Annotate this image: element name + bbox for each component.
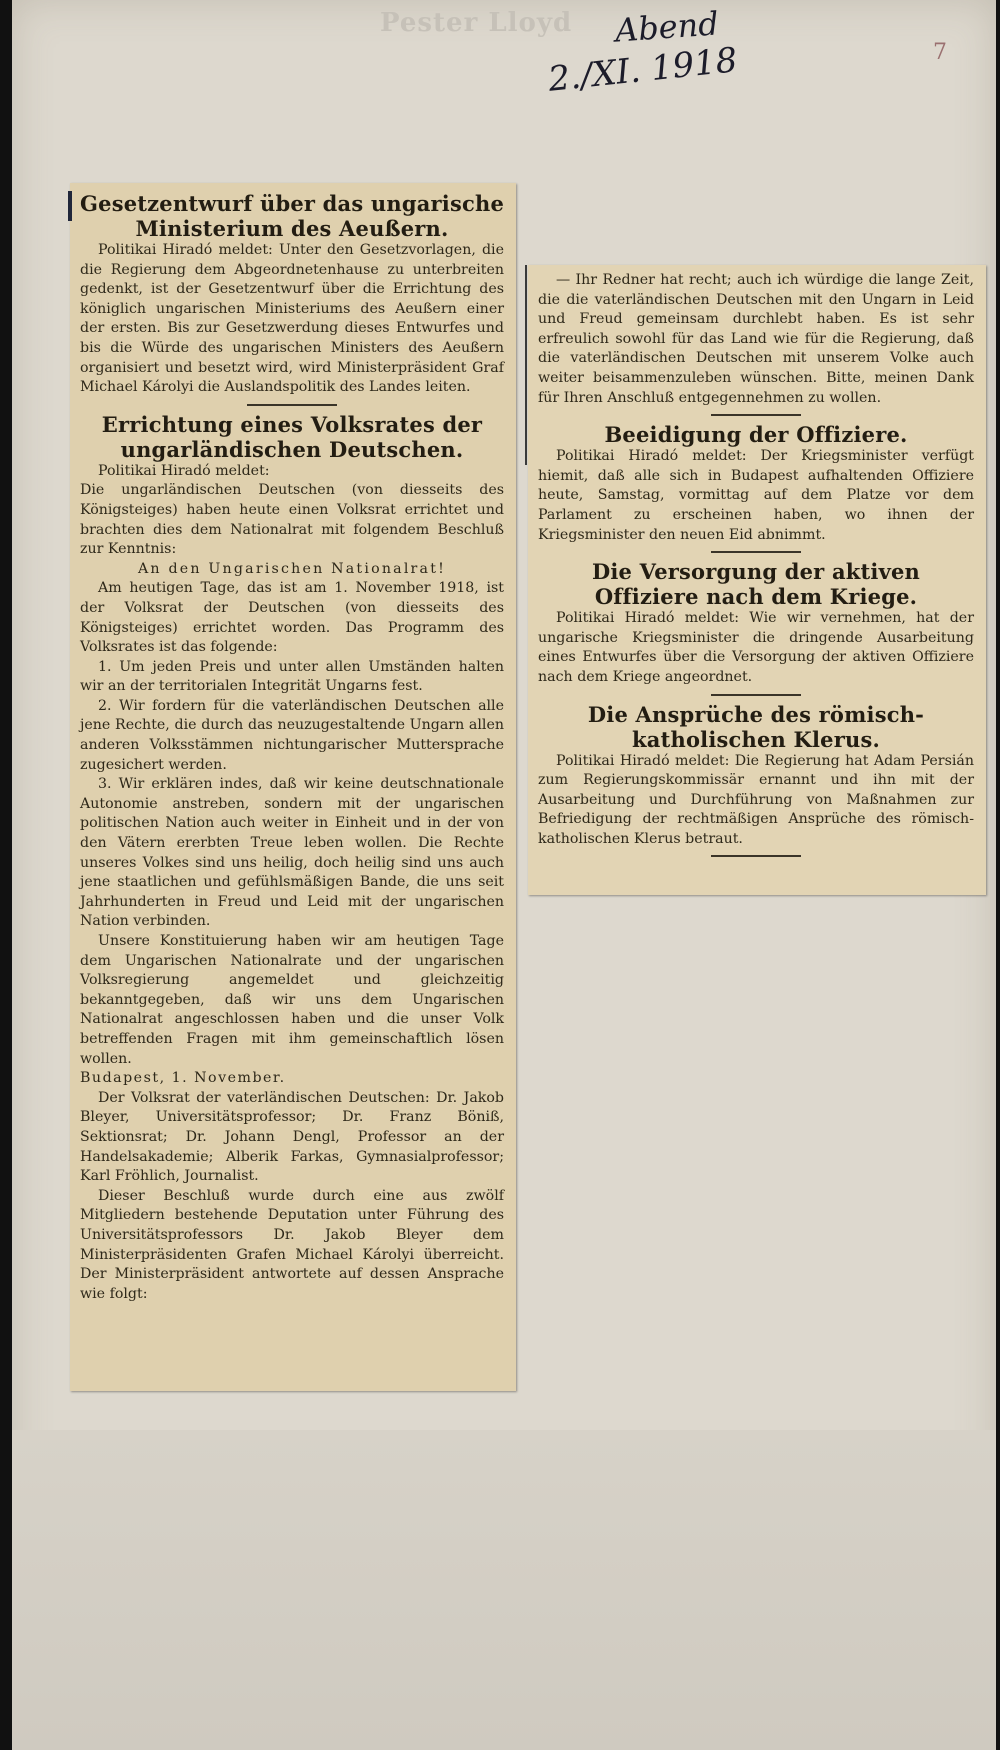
article-intro: Politikai Hiradó meldet: [98, 462, 270, 479]
article-body: Politikai Hiradó meldet: Wie wir vernehmen, hat der ungarische Kriegsminister die dringende Ausarbeitung eines Entwurfes über die Versorgung der aktiven Offiziere nach dem Kriege angeordnet. [538, 610, 974, 685]
article-title: Errichtung eines Volksrates der ungarländischen Deutschen. [101, 411, 483, 462]
article-body: Politikai Hiradó meldet: Unter den Gesetzvorlagen, die die Regierung dem Abgeordnetenhause zu unterbreiten gedenkt, ist der Gesetzentwurf über die Errichtung des königlich ungarischen Ministeriums des Aeußern einer der ersten. Bis zur Gesetzwerdung dieses Entwurfes und bis die Würde des ungarischen Ministers des Aeußern organisiert und besetzt wird, wird Ministerpräsident Graf Michael Károlyi die Auslandspolitik des Landes leiten. [80, 242, 504, 396]
article-title: Gesetzentwurf über das ungarische Ministerium des Aeußern. [80, 191, 505, 241]
program-point: 1. Um jeden Preis und unter allen Umständen halten wir an der territorialen Integrität Ungarns fest. [80, 658, 504, 695]
article-body: Politikai Hiradó meldet: Die Regierung hat Adam Persián zum Regierungskommissär ernannt und ihn mit der Ausarbeitung und Durchführung von Maßnahmen zur Befriedigung der rechtmäßigen Ansprüche des römisch-katholischen Klerus betraut. [538, 752, 974, 847]
program-point: 2. Wir fordern für die vaterländischen Deutschen alle jene Rechte, die durch das neuzugestaltende Ungarn allen anderen Volksstämmen nichtungarischer Muttersprache zugesichert werden. [80, 697, 504, 773]
program-point: 3. Wir erklären indes, daß wir keine deutschnationale Autonomie anstreben, sondern mit der ungarischen politischen Nation auch weiter in Einheit und in der von den Vätern ererbten Treue leben wollen. Die Rechte unseres Volkes sind uns heilig, doch heilig sind uns auch jene staatlichen und gefühlsmäßigen Bande, die uns seit Jahrhunderten in Freud und Leid mit der ungarischen Nation verbinden. [80, 776, 504, 930]
article-paragraph: Am heutigen Tage, das ist am 1. November 1918, ist der Volksrat der Deutschen (von diesseits des Königsteiges) errichtet worden. Das Programm des Volksrates ist das folgende: [80, 580, 504, 656]
handwritten-edition: Abend [613, 4, 720, 50]
article-title: Die Ansprüche des römisch-katholischen Klerus. [587, 701, 925, 752]
sheet-lower-area [12, 1430, 996, 1750]
continuation-paragraph: — Ihr Redner hat recht; auch ich würdige die lange Zeit, die die vaterländischen Deutschen mit den Ungarn in Leid und Freud gemeinsam durchlebt haben. Es ist sehr erfreulich sowohl für das Land wie für die Regierung, daß die vaterländischen Deutschen mit unserem Volke auch weiter beisammenzuleben wünschen. Bitte, meinen Dank für Ihren Anschluß entgegennehmen zu wollen. [538, 272, 974, 406]
article-paragraph: Die ungarländischen Deutschen (von diesseits des Königsteiges) haben heute einen Volksrat errichtet und brachten dies dem Nationalrat mit folgendem Beschluß zur Kenntnis: [80, 482, 504, 558]
divider [711, 694, 801, 696]
handwritten-page-number: 7 [933, 40, 947, 65]
article-paragraph: Unsere Konstituierung haben wir am heutigen Tage dem Ungarischen Nationalrate und der ungarischen Volksregierung angemeldet und gleichzeitig bekanntgegeben, daß wir uns dem Ungarischen Nationalrat angeschlossen haben und die unser Volk betreffenden Fragen mit ihm gemeinschaftlich lösen wollen. [80, 933, 504, 1067]
place-date: Budapest, 1. November. [80, 1070, 286, 1087]
divider [247, 404, 337, 406]
article-paragraph: Dieser Beschluß wurde durch eine aus zwölf Mitgliedern bestehende Deputation unter Führung des Universitätsprofessors Dr. Jakob Bleyer dem Ministerpräsidenten Grafen Michael Károlyi überreicht. Der Ministerpräsident antwortete auf dessen Ansprache wie folgt: [80, 1187, 504, 1302]
handwritten-date: 2./XI. 1918 [546, 40, 740, 100]
signatories: Der Volksrat der vaterländischen Deutschen: Dr. Jakob Bleyer, Universitätsprofessor; Dr. Franz Böniß, Sektionsrat; Dr. Johann Dengl, Professor an der Handelsakademie; Alberik Farkas, Gymnasialprofessor; Karl Fröhlich, Journalist. [80, 1089, 504, 1185]
article-body: Politikai Hiradó meldet: Der Kriegsminister verfügt hiemit, daß alle sich in Budapest aufhaltenden Offiziere heute, Samstag, vormittag auf dem Platze vor dem Parlament zu erscheinen haben, wo ihnen der Kriegsminister den neuen Eid abnimmt. [538, 448, 974, 543]
article-title: Die Versorgung der aktiven Offiziere nach dem Kriege. [591, 559, 921, 610]
clipping-right [528, 265, 986, 895]
divider [711, 414, 801, 416]
article-title: Beeidigung der Offiziere. [604, 422, 908, 448]
divider [711, 855, 801, 857]
newspaper-stamp: Pester Lloyd [380, 8, 573, 38]
divider [711, 551, 801, 553]
clipping-left [70, 183, 516, 1391]
resolution-address: An den Ungarischen Nationalrat! [137, 560, 446, 577]
